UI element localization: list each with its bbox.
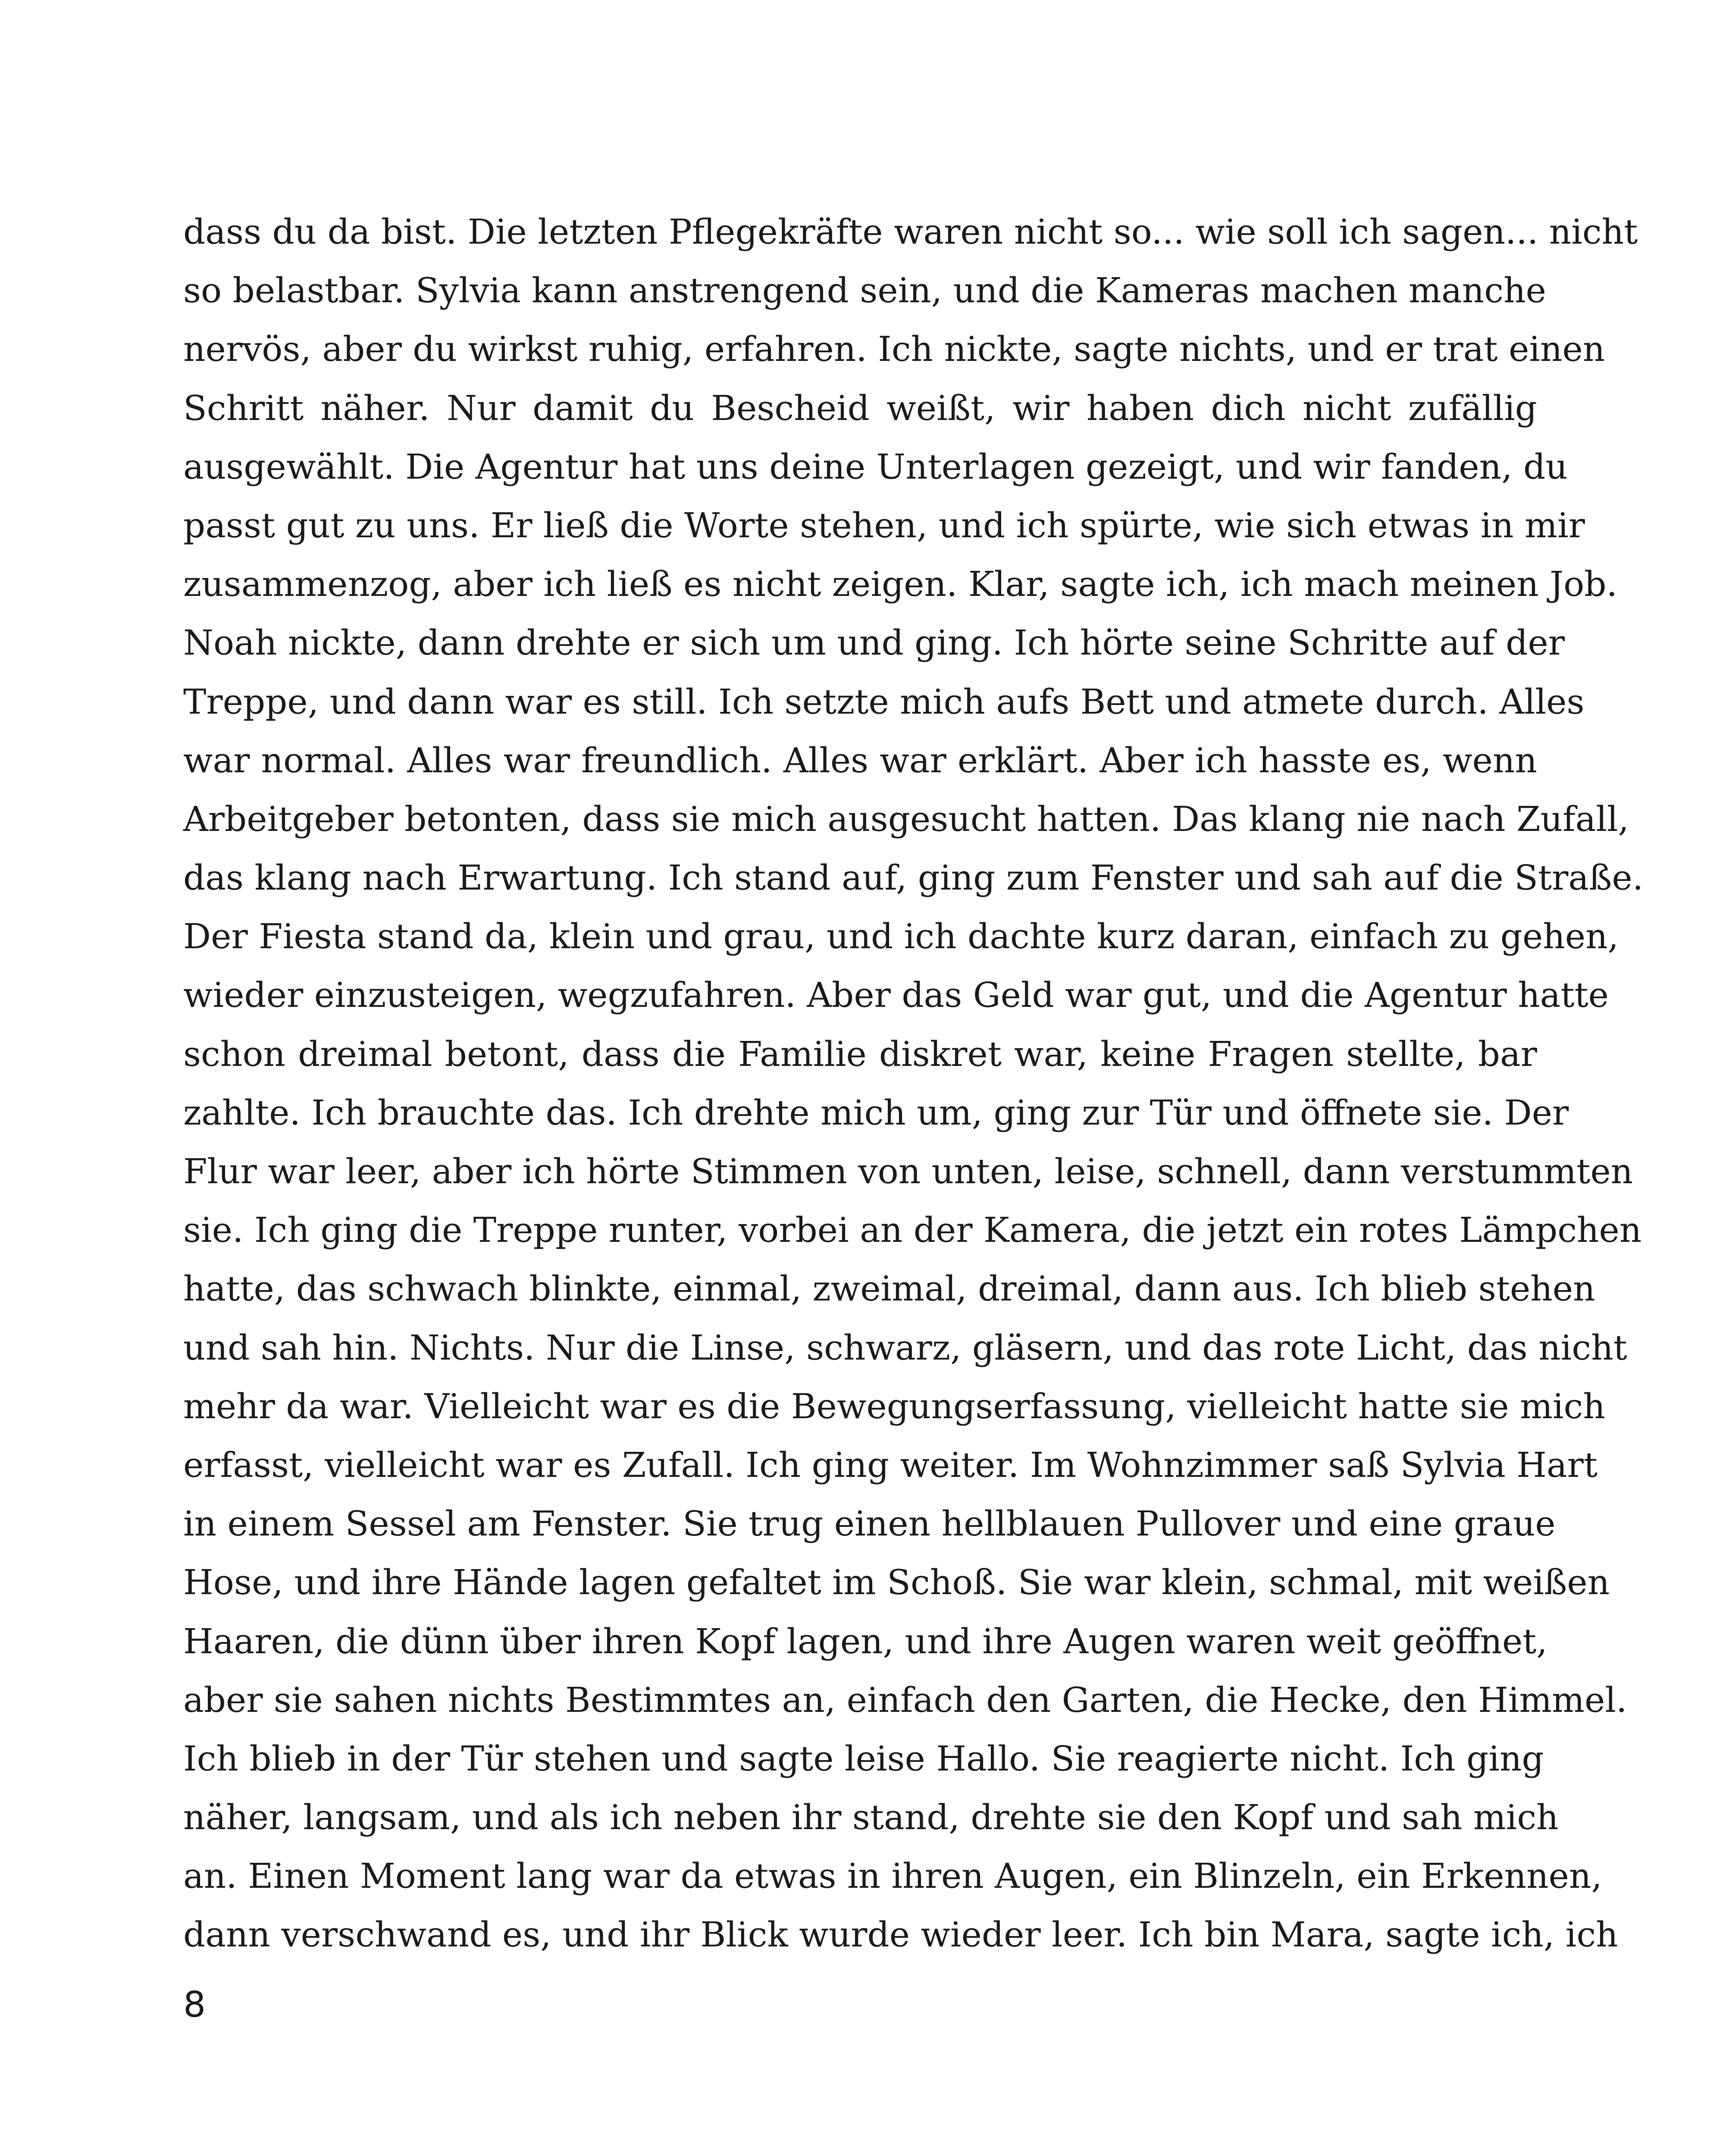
text-line: aber sie sahen nichts Bestimmtes an, einfach den Garten, die Hecke, den Himmel.: [183, 1680, 1627, 1720]
text-line: wieder einzusteigen, wegzufahren. Aber das Geld war gut, und die Agentur hatte: [183, 975, 1609, 1015]
text-line: erfasst, vielleicht war es Zufall. Ich ging weiter. Im Wohnzimmer saß Sylvia Hart: [183, 1445, 1598, 1485]
page-number: 8: [183, 1984, 206, 2025]
text-line: Haaren, die dünn über ihren Kopf lagen, und ihre Augen waren weit geöffnet,: [183, 1621, 1547, 1661]
text-line: sie. Ich ging die Treppe runter, vorbei an der Kamera, die jetzt ein rotes Lämpchen: [183, 1210, 1642, 1250]
text-line: das klang nach Erwartung. Ich stand auf, ging zum Fenster und sah auf die Straße.: [183, 858, 1644, 898]
text-line: zusammenzog, aber ich ließ es nicht zeigen. Klar, sagte ich, ich mach meinen Job.: [183, 564, 1618, 605]
text-line: dass du da bist. Die letzten Pflegekräfte waren nicht so... wie soll ich sagen... nicht: [183, 212, 1638, 252]
text-line: so belastbar. Sylvia kann anstrengend sein, und die Kameras machen manche: [183, 270, 1546, 311]
text-line: war normal. Alles war freundlich. Alles war erklärt. Aber ich hasste es, wenn: [183, 740, 1537, 780]
text-line: Hose, und ihre Hände lagen gefaltet im Schoß. Sie war klein, schmal, mit weißen: [183, 1562, 1610, 1603]
text-line: Treppe, und dann war es still. Ich setzte mich aufs Bett und atmete durch. Alles: [183, 681, 1585, 722]
text-line: Flur war leer, aber ich hörte Stimmen von unten, leise, schnell, dann verstummten: [183, 1151, 1633, 1191]
text-line: Schritt näher. Nur damit du Bescheid weißt, wir haben dich nicht zufällig: [183, 388, 1537, 428]
text-line: Arbeitgeber betonten, dass sie mich ausgesucht hatten. Das klang nie nach Zufall,: [183, 799, 1629, 839]
text-line: passt gut zu uns. Er ließ die Worte stehen, und ich spürte, wie sich etwas in mir: [183, 505, 1585, 545]
text-line: Der Fiesta stand da, klein und grau, und ich dachte kurz daran, einfach zu gehen,: [183, 916, 1619, 957]
text-line: schon dreimal betont, dass die Familie diskret war, keine Fragen stellte, bar: [183, 1034, 1537, 1074]
body-text: [183, 203, 1644, 1965]
text-line: Ich blieb in der Tür stehen und sagte leise Hallo. Sie reagierte nicht. Ich ging: [183, 1738, 1544, 1779]
text-line: mehr da war. Vielleicht war es die Bewegungserfassung, vielleicht hatte sie mich: [183, 1386, 1605, 1426]
text-line: und sah hin. Nichts. Nur die Linse, schwarz, gläsern, und das rote Licht, das nicht: [183, 1327, 1627, 1368]
text-line: an. Einen Moment lang war da etwas in ihren Augen, ein Blinzeln, ein Erkennen,: [183, 1856, 1602, 1896]
text-line: näher, langsam, und als ich neben ihr stand, drehte sie den Kopf und sah mich: [183, 1797, 1559, 1838]
text-line: ausgewählt. Die Agentur hat uns deine Unterlagen gezeigt, und wir fanden, du: [183, 446, 1568, 487]
text-line: hatte, das schwach blinkte, einmal, zweimal, dreimal, dann aus. Ich blieb stehen: [183, 1269, 1595, 1309]
text-line: dann verschwand es, und ihr Blick wurde wieder leer. Ich bin Mara, sagte ich, ich: [183, 1915, 1618, 1955]
text-line: nervös, aber du wirkst ruhig, erfahren. Ich nickte, sagte nichts, und er trat einen: [183, 329, 1605, 370]
text-line: in einem Sessel am Fenster. Sie trug einen hellblauen Pullover und eine graue: [183, 1504, 1556, 1544]
text-line: Noah nickte, dann drehte er sich um und ging. Ich hörte seine Schritte auf der: [183, 623, 1565, 663]
text-line: zahlte. Ich brauchte das. Ich drehte mich um, ging zur Tür und öffnete sie. Der: [183, 1092, 1569, 1133]
